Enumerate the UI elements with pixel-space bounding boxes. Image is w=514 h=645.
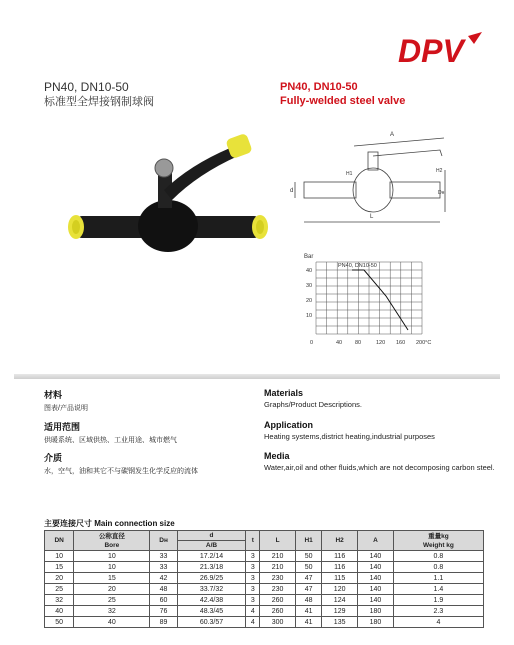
table-cell: 42 (150, 573, 177, 584)
table-cell: 40 (74, 617, 150, 628)
table-cell: 180 (358, 617, 394, 628)
label-d: d (290, 188, 294, 194)
y-tick-20: 20 (306, 298, 313, 304)
heading: Application (264, 420, 313, 430)
table-row (45, 551, 484, 562)
table-cell: 60 (150, 595, 177, 606)
x-tick-0: 0 (310, 340, 314, 346)
valve-photo (60, 130, 270, 270)
table-cell: 50 (295, 551, 321, 562)
table-cell: 60.3/57 (177, 617, 246, 628)
label-h2: H2 (436, 168, 443, 174)
table-cell: 10 (74, 562, 150, 573)
col-ab: A/B (177, 541, 246, 551)
y-tick-40: 40 (306, 268, 313, 274)
table-cell: 180 (358, 606, 394, 617)
table-cell: 1.4 (393, 584, 483, 595)
table-cell: 15 (45, 562, 74, 573)
table-cell: 210 (260, 562, 296, 573)
col-a: A (358, 531, 394, 551)
table-cell: 140 (358, 562, 394, 573)
col-bore (74, 531, 150, 551)
table-cell: 300 (260, 617, 296, 628)
col-bore-cn: 公称直径 (98, 532, 125, 540)
section-media-cn (44, 451, 198, 476)
graph-unit: Bar (304, 254, 314, 260)
heading: 材料 (44, 390, 63, 400)
table-cell: 4 (246, 606, 260, 617)
text: Heating systems,district heating,industrial purposes (264, 432, 435, 441)
graph-grid (316, 262, 422, 334)
table-cell: 3 (246, 584, 260, 595)
text: 图表/产品说明 (44, 405, 88, 412)
table-cell: 230 (260, 584, 296, 595)
col-weight-cn: 重量kg (428, 532, 449, 540)
table-cell: 0.8 (393, 562, 483, 573)
table-cell: 115 (322, 573, 358, 584)
table-cell: 140 (358, 595, 394, 606)
table-cell: 76 (150, 606, 177, 617)
label-h1: H1 (346, 171, 353, 177)
col-dn: DN (45, 531, 74, 551)
title-en (280, 80, 405, 108)
table-cell: 4 (393, 617, 483, 628)
table-cell: 20 (74, 584, 150, 595)
logo-accent-icon (468, 32, 482, 44)
table-row (45, 617, 484, 628)
table-cell: 26.9/25 (177, 573, 246, 584)
table-cell: 116 (322, 562, 358, 573)
title-en-model: PN40, DN10-50 (280, 81, 358, 93)
dpv-logo (398, 30, 484, 70)
col-weight-en: Weight kg (422, 541, 454, 549)
pressure-temperature-graph (300, 248, 440, 353)
table-cell: 50 (45, 617, 74, 628)
table-cell: 10 (45, 551, 74, 562)
col-d: d (177, 531, 246, 541)
title-en-name: Fully-welded steel valve (280, 95, 406, 107)
table-cell: 3 (246, 562, 260, 573)
col-h1: H1 (295, 531, 321, 551)
table-cell: 48 (150, 584, 177, 595)
table-cell: 230 (260, 573, 296, 584)
heading: 介质 (44, 453, 63, 463)
heading: Media (264, 451, 290, 461)
text: 水，空气，油和其它不与碳钢发生化学反应的流体 (44, 468, 198, 475)
table-cell: 25 (74, 595, 150, 606)
heading: Materials (264, 388, 304, 398)
table-cell: 2.3 (393, 606, 483, 617)
label-dh: Dн (438, 190, 445, 196)
table-cell: 3 (246, 595, 260, 606)
col-bore-en: Bore (104, 541, 120, 549)
label-l: L (370, 214, 374, 220)
x-tick-200: 200°C (416, 340, 432, 346)
table-cell: 1.9 (393, 595, 483, 606)
y-tick-30: 30 (306, 283, 313, 289)
table-cell: 50 (295, 562, 321, 573)
table-row (45, 573, 484, 584)
table-cell: 140 (358, 573, 394, 584)
heading: 适用范围 (44, 422, 81, 432)
table-cell: 33 (150, 551, 177, 562)
table-cell: 3 (246, 573, 260, 584)
col-t: t (246, 531, 260, 551)
table-cell: 33.7/32 (177, 584, 246, 595)
section-media-en (264, 451, 495, 472)
table-cell: 47 (295, 584, 321, 595)
table-cell: 260 (260, 606, 296, 617)
table-cell: 260 (260, 595, 296, 606)
table-cell: 116 (322, 551, 358, 562)
table-cell: 4 (246, 617, 260, 628)
section-materials-cn (44, 388, 88, 413)
x-tick-40: 40 (336, 340, 343, 346)
table-cell: 3 (246, 551, 260, 562)
table-cell: 32 (45, 595, 74, 606)
table-row (45, 606, 484, 617)
text: Water,air,oil and other fluids,which are not decomposing carbon steel. (264, 463, 495, 472)
y-tick-10: 10 (306, 313, 313, 319)
table-cell: 140 (358, 584, 394, 595)
table-cell: 20 (45, 573, 74, 584)
table-cell: 25 (45, 584, 74, 595)
technical-drawing (290, 130, 450, 230)
table-cell: 47 (295, 573, 321, 584)
section-application-cn (44, 420, 177, 445)
col-h2: H2 (322, 531, 358, 551)
table-cell: 33 (150, 562, 177, 573)
table-cell: 0.8 (393, 551, 483, 562)
table-cell: 124 (322, 595, 358, 606)
connection-size-table (44, 530, 484, 628)
table-cell: 42.4/38 (177, 595, 246, 606)
table-cell: 129 (322, 606, 358, 617)
title-cn-name: 标准型全焊接钢制球阀 (44, 96, 154, 108)
table-cell: 89 (150, 617, 177, 628)
table-cell: 40 (45, 606, 74, 617)
x-tick-120: 120 (376, 340, 386, 346)
graph-series-label: PN40, DN10-50 (338, 263, 377, 269)
col-weight (393, 531, 483, 551)
logo-text: DPV (398, 33, 464, 69)
table-cell: 21.3/18 (177, 562, 246, 573)
table-cell: 140 (358, 551, 394, 562)
table-row (45, 595, 484, 606)
title-cn (44, 80, 154, 110)
table-cell: 135 (322, 617, 358, 628)
table-cell: 41 (295, 617, 321, 628)
col-dh: Dн (150, 531, 177, 551)
table-body (45, 551, 484, 628)
label-a: A (390, 132, 395, 138)
text: 供暖系统、区域供热、工业用途、城市燃气 (44, 437, 177, 444)
table-title: 主要连接尺寸 Main connection size (44, 519, 175, 528)
section-application-en (264, 420, 435, 441)
x-tick-80: 80 (355, 340, 362, 346)
text: Graphs/Product Descriptions. (264, 400, 362, 409)
table-cell: 48.3/45 (177, 606, 246, 617)
table-cell: 32 (74, 606, 150, 617)
table-cell: 48 (295, 595, 321, 606)
section-divider (14, 374, 500, 379)
title-cn-model: PN40, DN10-50 (44, 80, 129, 94)
section-materials-en (264, 388, 362, 409)
pressure-curve (352, 270, 408, 330)
table-row (45, 562, 484, 573)
x-tick-160: 160 (396, 340, 406, 346)
table-cell: 15 (74, 573, 150, 584)
table-cell: 10 (74, 551, 150, 562)
table-row (45, 584, 484, 595)
table-cell: 1.1 (393, 573, 483, 584)
col-l: L (260, 531, 296, 551)
table-cell: 210 (260, 551, 296, 562)
table-cell: 41 (295, 606, 321, 617)
table-cell: 17.2/14 (177, 551, 246, 562)
table-cell: 120 (322, 584, 358, 595)
